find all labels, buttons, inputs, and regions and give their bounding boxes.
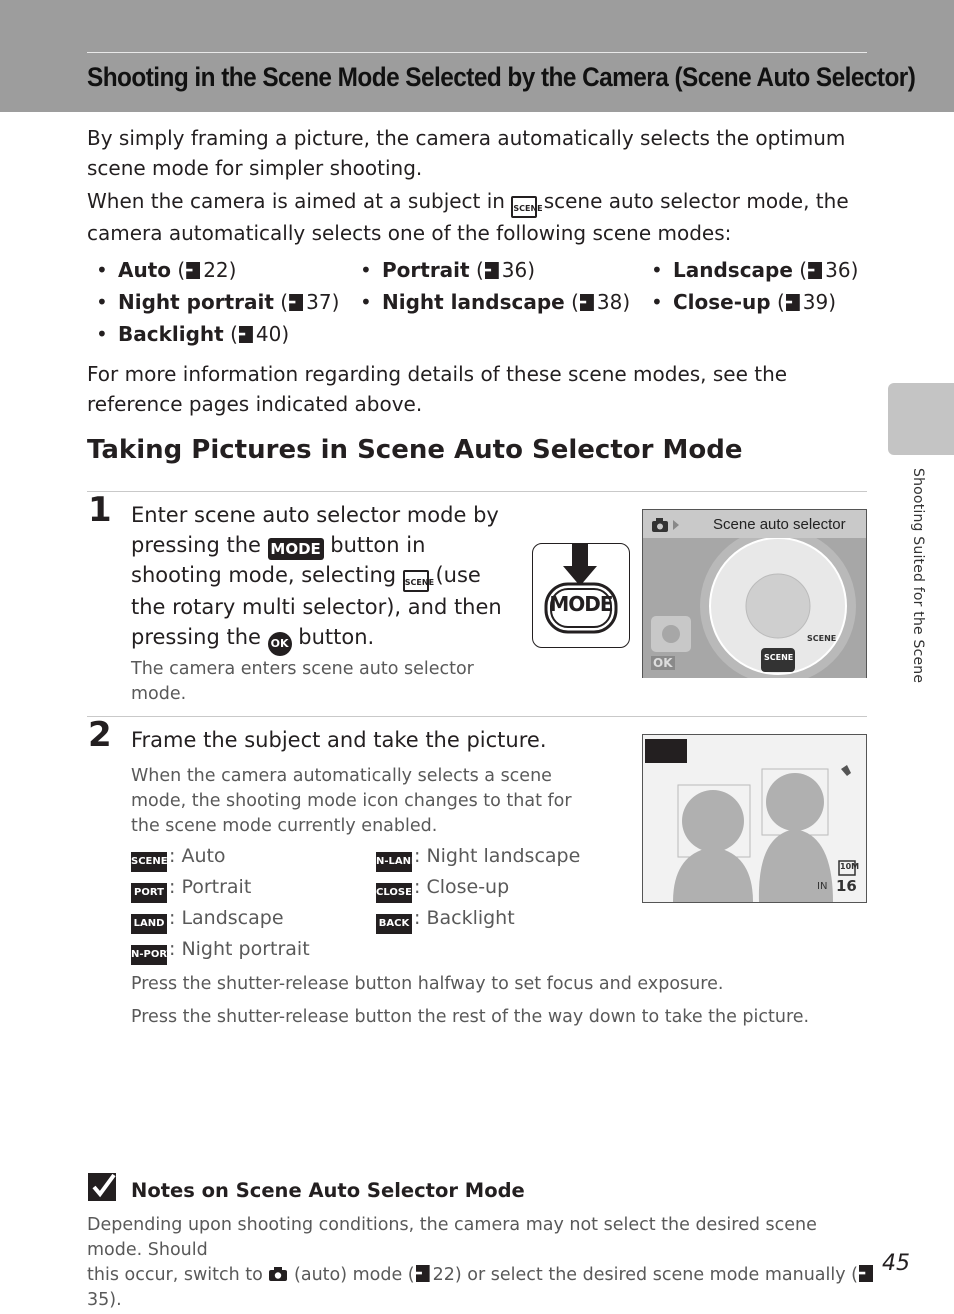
press-fully-text: Press the shutter-release button the rest of the way down to take the picture. bbox=[131, 1007, 810, 1027]
note-text: Depending upon shooting conditions, the camera may not select the desired scene mode. Should this occur, switch to (auto) mode ( 22) or select the desired scene mode manually (35). bbox=[87, 1213, 877, 1313]
note-checkmark-icon bbox=[87, 1170, 119, 1202]
mode-button-label: MODE bbox=[549, 592, 613, 616]
memory-indicator: IN bbox=[817, 881, 828, 892]
list-item: • Landscape ( 36) bbox=[651, 258, 859, 282]
ok-button-icon: OK bbox=[268, 632, 292, 656]
step-1-text: Enter scene auto selector mode by pressing the MODE button in shooting mode, selecting SCENE (use the rotary multi selector), and then pressing the OK button. bbox=[131, 500, 521, 656]
list-item: N-PORT: Night portrait bbox=[131, 938, 310, 965]
list-item: • Close-up ( 39) bbox=[651, 290, 837, 314]
camera-icon bbox=[651, 517, 681, 533]
list-item: N-LAND: Night landscape bbox=[376, 845, 580, 872]
page-ref-icon bbox=[859, 1265, 873, 1282]
intro-paragraph-1: By simply framing a picture, the camera automatically selects the optimum scene mode for simpler shooting. bbox=[87, 126, 846, 180]
section-heading: Taking Pictures in Scene Auto Selector Mode bbox=[87, 435, 743, 465]
night-portrait-icon: N-PORT bbox=[131, 945, 167, 965]
list-item: • Auto ( 22) bbox=[96, 258, 237, 282]
backlight-icon: BACK bbox=[376, 914, 412, 934]
image-size-icon: 10M bbox=[840, 862, 860, 871]
screen-title: Scene auto selector bbox=[713, 516, 846, 533]
step-2-note: When the camera automatically selects a scene mode, the shooting mode icon changes to that for the scene mode currently enabled. bbox=[131, 766, 572, 836]
camera-screen-portrait bbox=[642, 734, 867, 903]
portrait-icon: PORT bbox=[131, 883, 167, 903]
mode-button-illustration bbox=[532, 543, 630, 648]
step-1-note: The camera enters scene auto selector mode. bbox=[131, 659, 474, 704]
banner-rule bbox=[87, 52, 867, 53]
section-rule bbox=[87, 491, 867, 492]
page-number: 45 bbox=[882, 1251, 910, 1276]
page-ref-icon bbox=[485, 262, 499, 279]
more-info-paragraph: For more information regarding details of these scene modes, see the reference pages indicated above. bbox=[87, 362, 788, 416]
scene-auto-icon: SCENE bbox=[511, 196, 537, 218]
page-ref-icon bbox=[239, 326, 253, 343]
chapter-side-label: Shooting Suited for the Scene bbox=[910, 468, 926, 684]
exposure-count: 16 bbox=[836, 877, 857, 895]
chapter-tab bbox=[888, 383, 954, 455]
press-halfway-text: Press the shutter-release button halfway to set focus and exposure. bbox=[131, 974, 724, 994]
list-item: CLOSE : Close-up bbox=[376, 876, 509, 903]
step-2-text: Frame the subject and take the picture. bbox=[131, 728, 547, 752]
auto-scene-icon: SCENE bbox=[131, 852, 167, 872]
rotary-dial bbox=[643, 538, 866, 678]
step-2-number: 2 bbox=[88, 715, 112, 755]
list-item: • Night portrait ( 37) bbox=[96, 290, 340, 314]
list-item: PORT : Portrait bbox=[131, 876, 251, 903]
step-1-number: 1 bbox=[88, 490, 112, 530]
landscape-icon: LAND bbox=[131, 914, 167, 934]
subject-silhouettes bbox=[643, 735, 866, 902]
close-up-icon: CLOSE bbox=[376, 883, 412, 903]
mode-button-icon: MODE bbox=[268, 538, 324, 560]
list-item: • Portrait ( 36) bbox=[360, 258, 536, 282]
list-item: LAND : Landscape bbox=[131, 907, 284, 934]
list-item: BACK : Backlight bbox=[376, 907, 515, 934]
list-item: • Backlight ( 40) bbox=[96, 322, 290, 346]
chapter-title: Shooting in the Scene Mode Selected by the Camera (Scene Auto Selector) bbox=[87, 62, 916, 92]
night-landscape-icon: N-LAND bbox=[376, 852, 412, 872]
step-divider bbox=[87, 716, 867, 717]
camera-screen-selector bbox=[642, 509, 867, 678]
page-ref-icon bbox=[580, 294, 594, 311]
screen-ok-icon: OK bbox=[653, 656, 673, 670]
camera-auto-icon bbox=[268, 1266, 288, 1282]
page-ref-icon bbox=[416, 1265, 430, 1282]
page-ref-icon bbox=[786, 294, 800, 311]
scene-auto-icon: SCENE bbox=[403, 570, 429, 592]
list-item: • Night landscape ( 38) bbox=[360, 290, 631, 314]
page-ref-icon bbox=[808, 262, 822, 279]
page-ref-icon bbox=[186, 262, 200, 279]
list-item: SCENE: Auto bbox=[131, 845, 226, 872]
note-title: Notes on Scene Auto Selector Mode bbox=[131, 1179, 525, 1202]
dial-center-icon: SCENE bbox=[764, 653, 794, 662]
intro-paragraph-2: When the camera is aimed at a subject in SCENE scene auto selector mode, the camera automatically selects one of the following scene modes: bbox=[87, 189, 849, 245]
page-ref-icon bbox=[289, 294, 303, 311]
dial-right-icon: SCENE bbox=[807, 634, 837, 643]
chapter-banner bbox=[0, 0, 954, 112]
